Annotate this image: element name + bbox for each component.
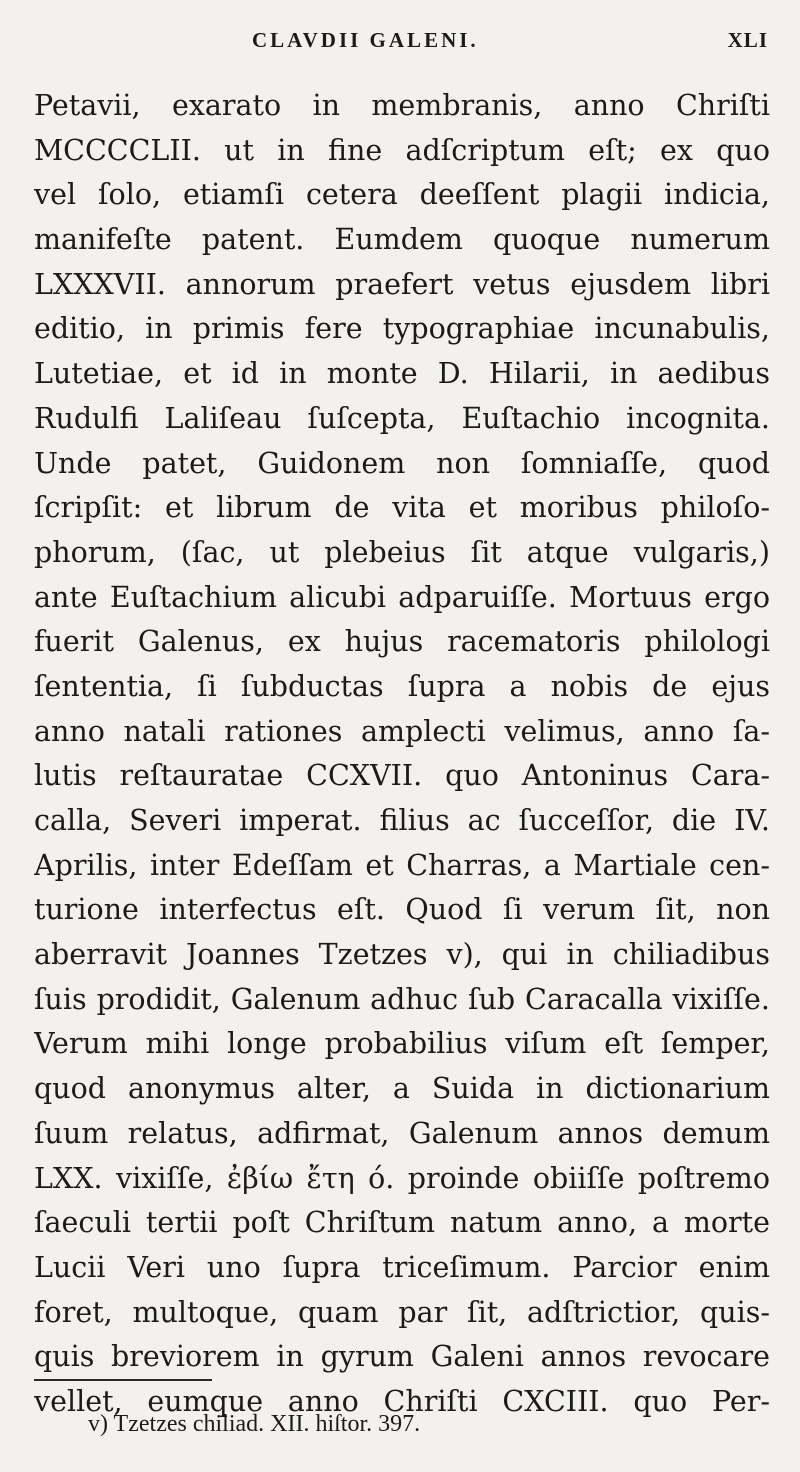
text-line: quis breviorem in gyrum Galeni annos revocare: [34, 1340, 770, 1374]
text-line: LXX. vixiſſe, ἐβίω ἔτη ό. proinde obiiſſe poſtremo: [34, 1161, 770, 1195]
text-line: ſententia, ſi ſubductas ſupra a nobis de ejus: [34, 669, 770, 703]
text-line: Lucii Veri uno ſupra triceſimum. Parcior enim: [34, 1250, 770, 1284]
text-line: editio, in primis fere typographiae incunabulis,: [34, 312, 770, 346]
text-line: turione interfectus eſt. Quod ſi verum ſit, non: [34, 893, 770, 927]
text-line: LXXXVII. annorum praefert vetus ejusdem libri: [34, 267, 770, 301]
footnote-divider: [34, 1379, 212, 1381]
main-text: [34, 84, 770, 1425]
text-line: Rudulfi Laliſeau ſuſcepta, Euſtachio incognita.: [34, 401, 770, 435]
text-line: vel ſolo, etiamſi cetera deeſſent plagii indicia,: [34, 178, 770, 212]
text-line: calla, Severi imperat. filius ac ſucceſſor, die IV.: [34, 804, 770, 837]
text-line: Unde patet, Guidonem non ſomniaſſe, quod: [34, 446, 770, 480]
text-line: Aprilis, inter Edeſſam et Charras, a Martiale cen-: [34, 848, 770, 882]
text-line: quod anonymus alter, a Suida in dictionarium: [34, 1072, 770, 1106]
text-line: ante Euſtachium alicubi adparuiſſe. Mortuus ergo: [34, 580, 770, 614]
text-line: vellet, eumque anno Chriſti CXCIII. quo Per-: [34, 1384, 770, 1418]
text-line: foret, multoque, quam par ſit, adſtrictior, quis-: [34, 1295, 770, 1329]
text-line: MCCCCLII. ut in fine adſcriptum eſt; ex quo: [34, 133, 770, 167]
text-line: ſcripſit: et librum de vita et moribus philoſo-: [34, 491, 770, 525]
text-line: Verum mihi longe probabilius viſum eſt ſemper,: [34, 1027, 770, 1061]
text-line: manifeſte patent. Eumdem quoque numerum: [34, 223, 770, 257]
page-header: [0, 28, 800, 58]
text-line: Petavii, exarato in membranis, anno Chriſti: [34, 89, 770, 122]
text-line: ſaeculi tertii poſt Chriſtum natum anno, a morte: [34, 1206, 770, 1240]
text-line: lutis reſtauratae CCXVII. quo Antoninus Cara-: [34, 759, 770, 793]
page-number: XLI: [727, 28, 768, 52]
text-line: fuerit Galenus, ex hujus racematoris philologi: [34, 625, 770, 659]
text-line: Lutetiae, et id in monte D. Hilarii, in aedibus: [34, 357, 770, 391]
text-line: aberravit Joannes Tzetzes v), qui in chiliadibus: [34, 938, 770, 972]
footnote: v) Tzetzes chiliad. XII. hiſtor. 397.: [88, 1411, 421, 1437]
text-line: ſuis prodidit, Galenum adhuc ſub Caracalla vixiſſe.: [34, 982, 770, 1016]
text-line: anno natali rationes amplecti velimus, anno ſa-: [34, 714, 770, 748]
text-line: phorum, (ſac, ut plebeius ſit atque vulgaris,): [34, 535, 770, 569]
text-line: ſuum relatus, adfirmat, Galenum annos demum: [34, 1116, 770, 1150]
running-title: CLAVDII GALENI.: [252, 28, 479, 52]
